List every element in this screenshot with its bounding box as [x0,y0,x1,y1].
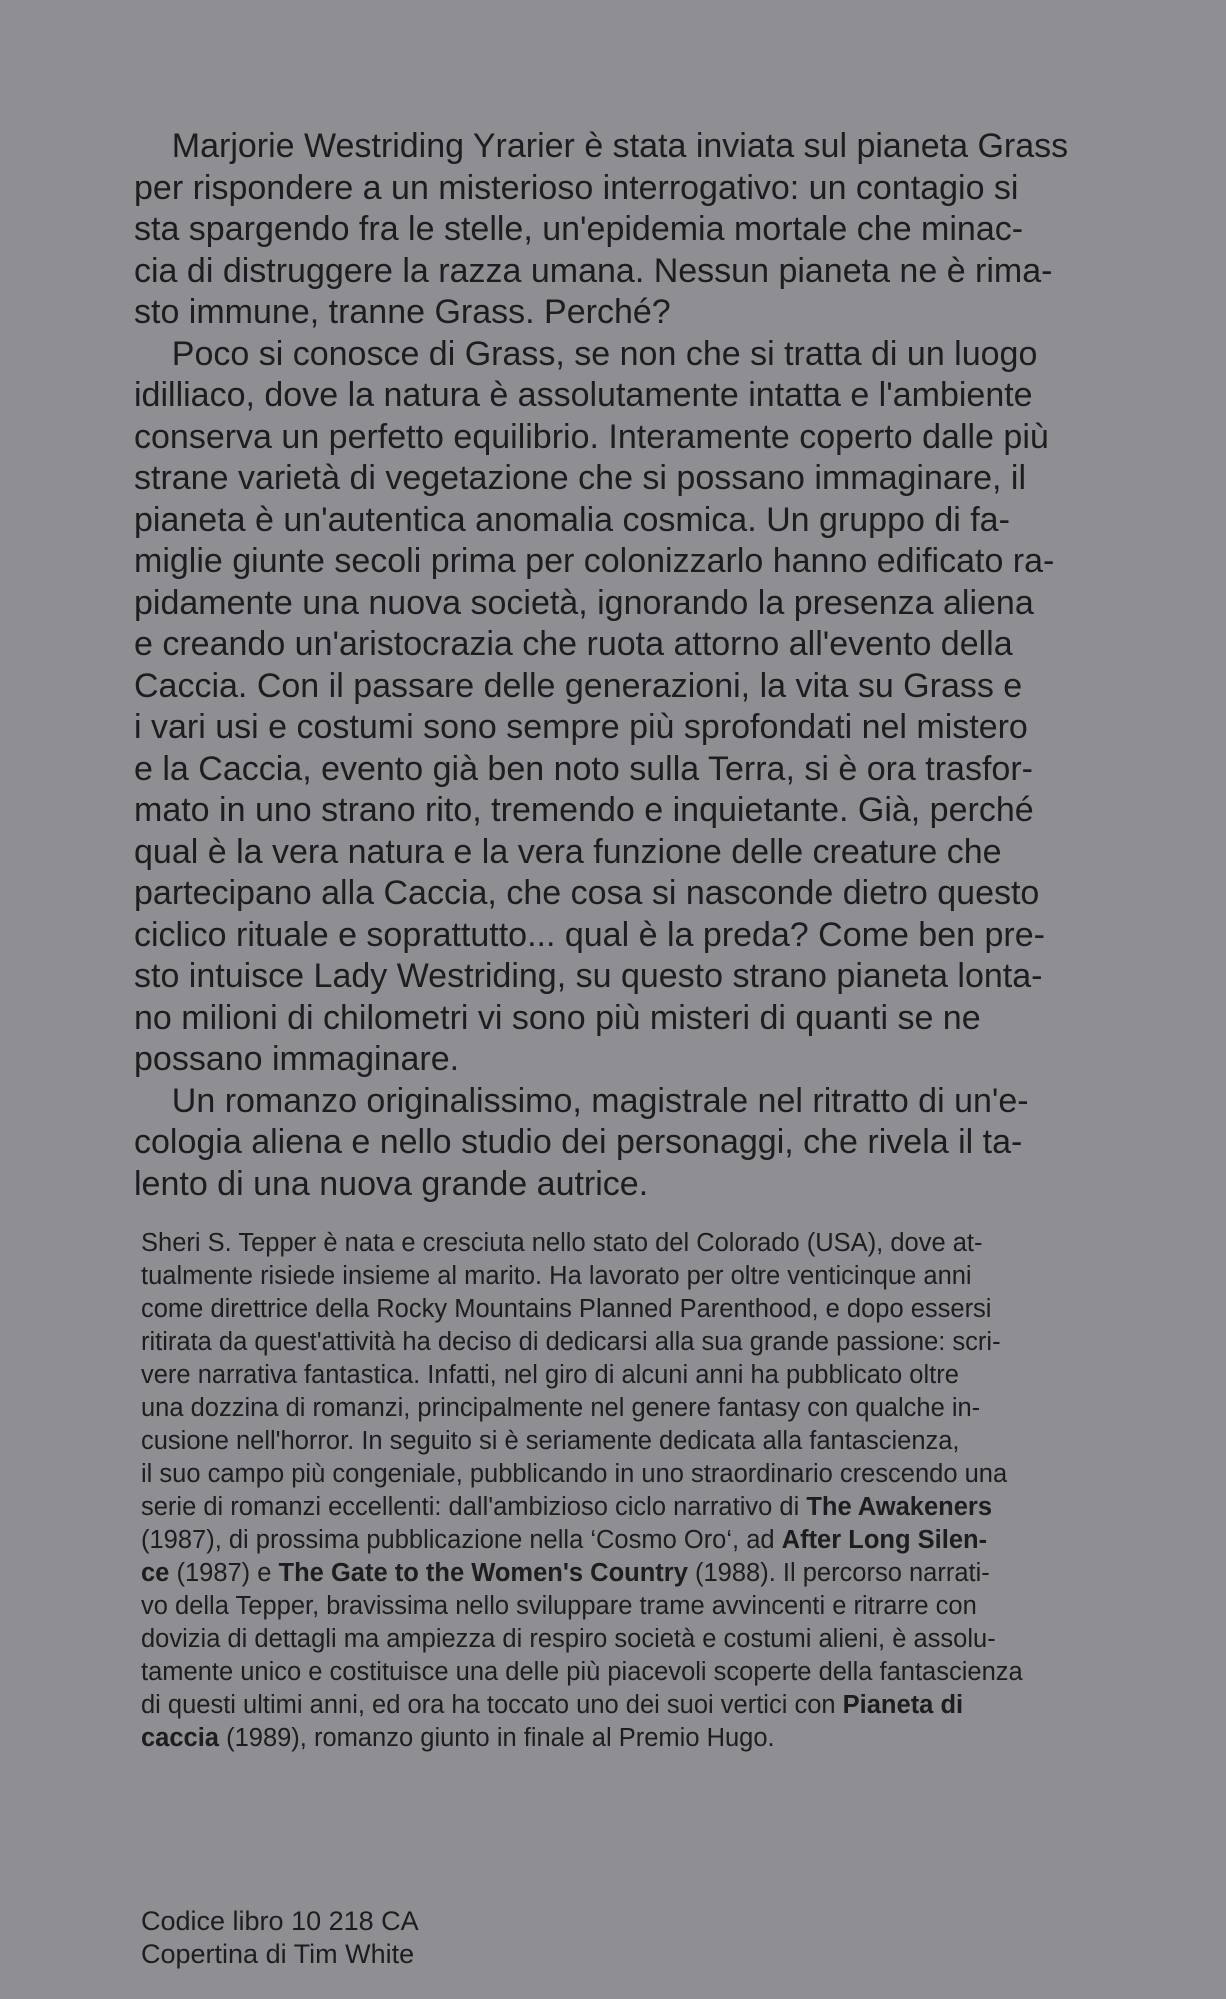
synopsis-line: sto intuisce Lady Westriding, su questo strano pianeta lonta- [134,957,1043,995]
bio-text: (1988). Il percorso narrati- [687,1559,990,1587]
bio-text: di questi ultimi anni, ed ora ha toccato uno dei suoi vertici con [141,1691,843,1719]
synopsis-line: sto immune, tranne Grass. Perché? [134,293,671,331]
synopsis-line: Poco si conosce di Grass, se non che si tratta di un luogo [134,334,1038,373]
author-bio [141,1227,1145,1755]
synopsis-line: possano immaginare. [134,1040,460,1078]
bio-line: Sheri S. Tepper è nata e cresciuta nello stato del Colorado (USA), dove at- [141,1229,983,1257]
bio-line [141,1722,1145,1755]
book-title-after-long-silence: After Long Silen- [781,1526,988,1554]
synopsis-line: pianeta è un'autentica anomalia cosmica. Un gruppo di fa- [134,500,1010,539]
credits [141,1905,741,1971]
synopsis-line: cologia aliena e nello studio dei personaggi, che rivela il ta- [134,1123,1023,1161]
synopsis-line: partecipano alla Caccia, che cosa si nasconde dietro questo [134,874,1040,912]
synopsis-line: i vari usi e costumi sono sempre più sprofondati nel mistero [134,708,1028,746]
synopsis-line: per rispondere a un misterioso interrogativo: un contagio si [134,168,1019,207]
bio-line: vo della Tepper, bravissima nello sviluppare trame avvincenti e ritrarre con [141,1592,977,1620]
synopsis-line: cia di distruggere la razza umana. Nessun pianeta ne è rima- [134,251,1053,290]
synopsis-line: sta spargendo fra le stelle, un'epidemia mortale che minac- [134,210,1024,248]
bio-line: cusione nell'horror. In seguito si è seriamente dedicata alla fantascienza, [141,1427,960,1455]
synopsis-line: conserva un perfetto equilibrio. Interamente coperto dalle più [134,417,1049,456]
bio-line [141,1689,1145,1722]
book-title-gate-to-womens-country: The Gate to the Women's Country [278,1559,688,1587]
bio-line: tamente unico e costituisce una delle più piacevoli scoperte della fantascienza [141,1658,1023,1686]
book-title-after-long-silence-end: ce [141,1559,170,1587]
synopsis-line: mato in uno strano rito, tremendo e inquietante. Già, perché [134,791,1034,829]
synopsis-line: miglie giunte secoli prima per colonizzarlo hanno edificato ra- [134,542,1055,580]
book-title-pianeta-di-caccia: Pianeta di [842,1691,964,1719]
bio-line: come direttrice della Rocky Mountains Planned Parenthood, e dopo essersi [141,1295,992,1323]
bio-text: (1987) e [169,1559,279,1587]
synopsis-line: Caccia. Con il passare delle generazioni, la vita su Grass e [134,666,1023,705]
bio-line [141,1491,1145,1524]
bio-line: tualmente risiede insieme al marito. Ha lavorato per oltre venticinque anni [141,1262,972,1290]
book-code: Codice libro 10 218 CA [141,1906,419,1936]
bio-line: dovizia di dettagli ma ampiezza di respiro società e costumi alieni, è assolu- [141,1625,996,1653]
bio-text: serie di romanzi eccellenti: dall'ambizioso ciclo narrativo di [141,1493,807,1521]
bio-line: una dozzina di romanzi, principalmente nel genere fantasy con qualche in- [141,1394,981,1422]
bio-text: (1987), di prossima pubblicazione nella ‘Cosmo Oro‘, ad [141,1526,782,1554]
synopsis-line: e creando un'aristocrazia che ruota attorno all'evento della [134,625,1013,663]
synopsis-line: idilliaco, dove la natura è assolutamente intatta e l'ambiente [134,376,1033,414]
synopsis-line: qual è la vera natura e la vera funzione delle creature che [134,832,1002,871]
synopsis-line: lento di una nuova grande autrice. [134,1164,649,1203]
synopsis-line: pidamente una nuova società, ignorando la presenza aliena [134,583,1034,622]
bio-text: (1989), romanzo giunto in finale al Premio Hugo. [219,1724,775,1752]
synopsis [134,126,1146,1205]
synopsis-line: e la Caccia, evento già ben noto sulla Terra, si è ora trasfor- [134,749,1033,788]
book-title-pianeta-di-caccia-end: caccia [141,1724,219,1752]
bio-line: il suo campo più congeniale, pubblicando in uno straordinario crescendo una [141,1460,1008,1488]
bio-line [141,1557,1145,1590]
synopsis-line: strane varietà di vegetazione che si possano immaginare, il [134,459,1027,497]
synopsis-line: Marjorie Westriding Yrarier è stata inviata sul pianeta Grass [134,127,1069,165]
book-title-the-awakeners: The Awakeners [806,1493,992,1521]
synopsis-line: ciclico rituale e soprattutto... qual è la preda? Come ben pre- [134,915,1045,954]
bio-line [141,1524,1145,1557]
synopsis-line: no milioni di chilometri vi sono più misteri di quanti se ne [134,998,981,1037]
bio-line: ritirata da quest'attività ha deciso di dedicarsi alla sua grande passione: scri- [141,1328,1001,1356]
cover-credit: Copertina di Tim White [141,1939,415,1969]
bio-line: vere narrativa fantastica. Infatti, nel giro di alcuni anni ha pubblicato oltre [141,1361,959,1389]
synopsis-line: Un romanzo originalissimo, magistrale nel ritratto di un'e- [134,1081,1029,1120]
